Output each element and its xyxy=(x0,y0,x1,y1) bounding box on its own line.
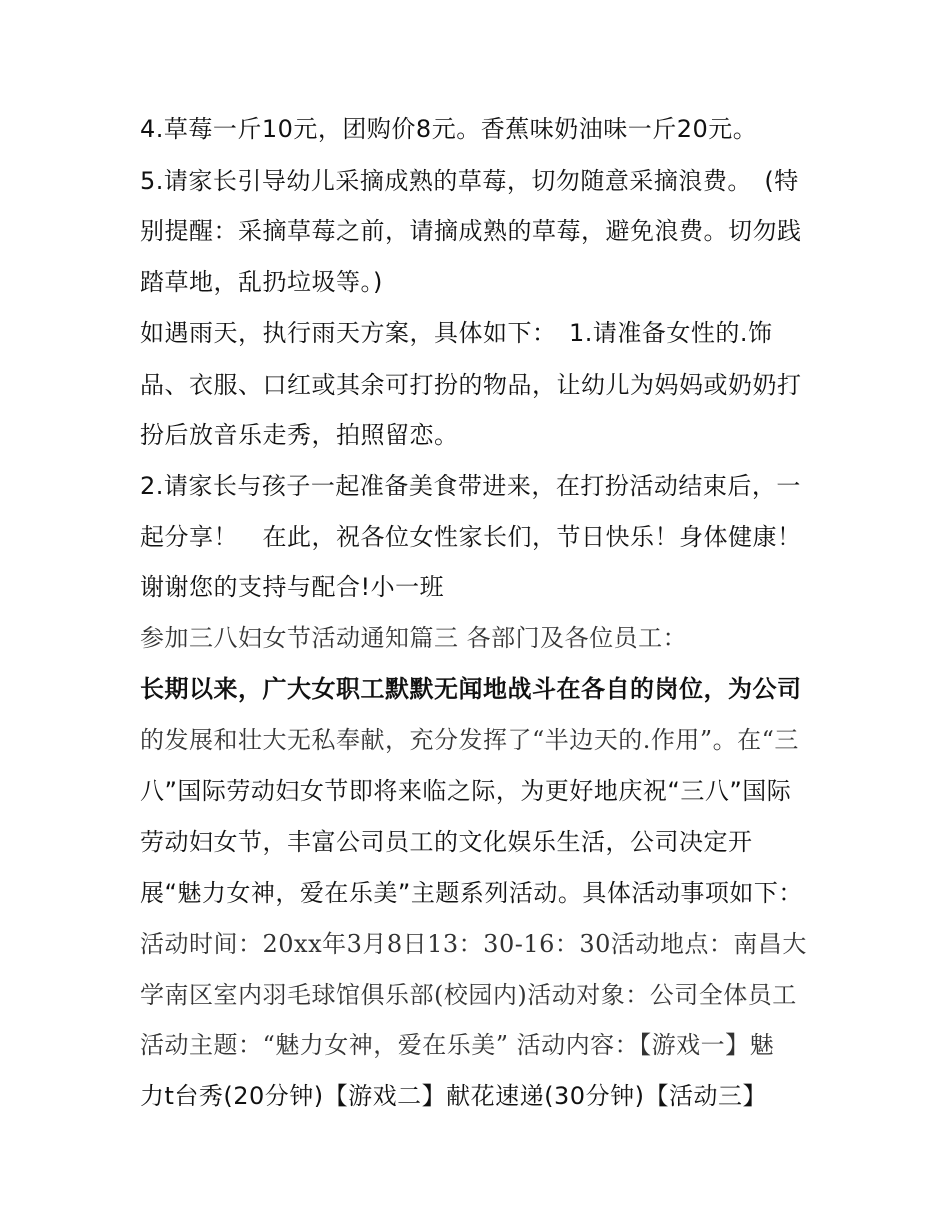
text-line: 扮后放音乐走秀，拍照留恋。 xyxy=(140,421,459,449)
text-line: 力t台秀(20分钟)【游戏二】献花速递(30分钟)【活动三】 xyxy=(140,1082,767,1110)
text-line: 活动主题：“魅力女神，爱在乐美” 活动内容：【游戏一】魅 xyxy=(140,1031,775,1059)
text-line: 长期以来，广大女职工默默无闻地战斗在各自的岗位，为公司 xyxy=(140,675,802,703)
text-line: 5.请家长引导幼儿采摘成熟的草莓，切勿随意采摘浪费。 (特 xyxy=(140,167,799,195)
section-heading: 参加三八妇女节活动通知篇三 各部门及各位员工： xyxy=(140,624,688,652)
text-line: 谢谢您的支持与配合!小一班 xyxy=(140,573,445,601)
text-line: 4.草莓一斤10元，团购价8元。香蕉味奶油味一斤20元。 xyxy=(140,115,758,143)
text-line: 品、衣服、口红或其余可打扮的物品，让幼儿为妈妈或奶奶打 xyxy=(140,371,802,399)
text-line: 如遇雨天，执行雨天方案，具体如下： 1.请准备女性的.饰 xyxy=(140,319,773,347)
text-line: 2.请家长与孩子一起准备美食带进来，在打扮活动结束后，一 xyxy=(140,472,801,500)
text-line: 劳动妇女节，丰富公司员工的文化娱乐生活，公司决定开 xyxy=(140,828,753,856)
text-line: 的发展和壮大无私奉献，充分发挥了“半边天的.作用”。在“三 xyxy=(140,726,799,754)
text-line: 展“魅力女神，爱在乐美”主题系列活动。具体活动事项如下： xyxy=(140,879,803,907)
text-line: 踏草地，乱扔垃圾等。) xyxy=(140,268,383,296)
text-line: 学南区室内羽毛球馆俱乐部(校园内)活动对象：公司全体员工 xyxy=(140,981,797,1009)
text-line: 活动时间：20xx年3月8日13：30-16：30活动地点：南昌大 xyxy=(140,930,807,958)
text-line: 八”国际劳动妇女节即将来临之际，为更好地庆祝“三八”国际 xyxy=(140,777,792,805)
text-line: 别提醒：采摘草莓之前，请摘成熟的草莓，避免浪费。切勿践 xyxy=(140,217,802,245)
text-line: 起分享！ 在此，祝各位女性家长们，节日快乐！身体健康！ xyxy=(140,523,802,551)
